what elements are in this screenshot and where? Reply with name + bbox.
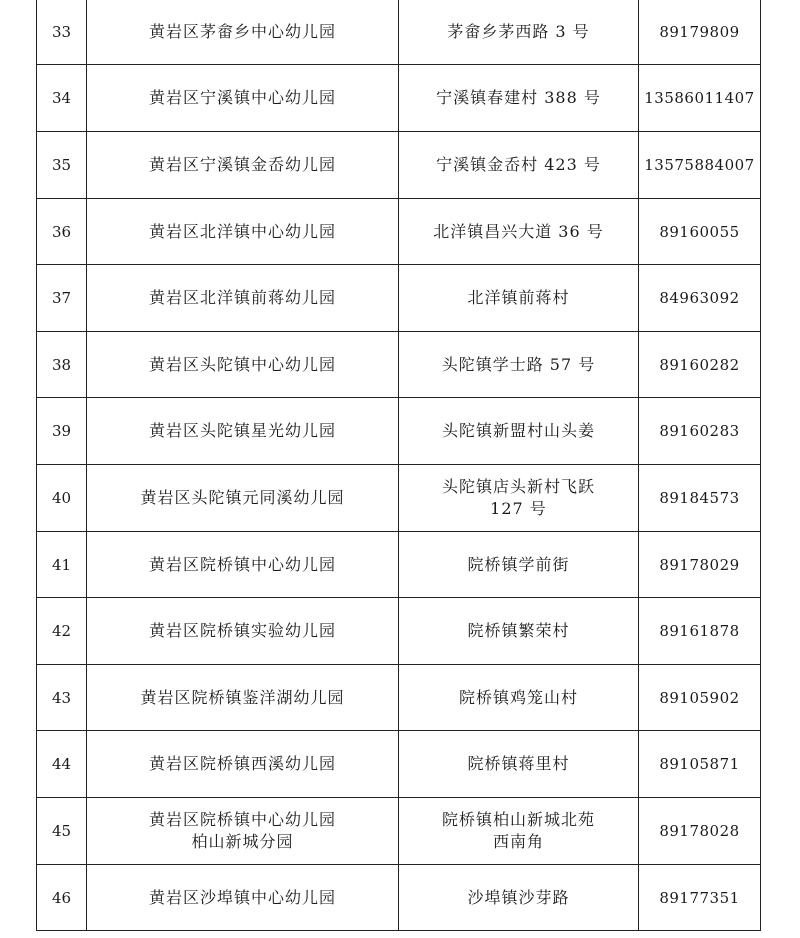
row-number-cell: 44: [37, 731, 87, 798]
kindergarten-name-line: 黄岩区头陀镇元同溪幼儿园: [140, 488, 345, 507]
table-row: [37, 865, 761, 931]
kindergarten-name-line: 黄岩区北洋镇中心幼儿园: [148, 221, 336, 241]
address-cell: [399, 65, 639, 132]
kindergarten-name-cell: [87, 798, 399, 865]
kindergarten-name-line: 黄岩区院桥镇实验幼儿园: [148, 621, 336, 640]
table-body: [37, 0, 761, 931]
table-row: [37, 798, 761, 865]
kindergarten-name-line: 黄岩区院桥镇西溪幼儿园: [148, 754, 336, 773]
table-row: [37, 132, 761, 199]
address-line: 院桥镇繁荣村: [467, 621, 570, 640]
phone-cell: 89179809: [639, 0, 761, 65]
address-line: 宁溪镇金岙村 423 号: [436, 155, 601, 174]
address-line: 茅畲乡茅西路 3 号: [447, 21, 590, 41]
row-number-cell: 37: [37, 265, 87, 332]
kindergarten-name-cell: [87, 199, 399, 265]
table-row: [37, 0, 761, 65]
kindergarten-name-cell: [87, 865, 399, 931]
address-cell: [399, 0, 639, 65]
table-row: [37, 65, 761, 132]
address-line: 头陀镇店头新村飞跃: [441, 477, 595, 496]
kindergarten-table: [36, 0, 761, 931]
kindergarten-name-cell: [87, 532, 399, 598]
kindergarten-name-cell: [87, 65, 399, 132]
row-number-cell: 42: [37, 598, 87, 665]
phone-cell: 89184573: [639, 465, 761, 532]
address-line: 127 号: [490, 499, 547, 518]
row-number-cell: 33: [37, 0, 87, 65]
kindergarten-name-line: 柏山新城分园: [191, 832, 294, 851]
phone-cell: 13575884007: [639, 132, 761, 199]
kindergarten-name-line: 黄岩区沙埠镇中心幼儿园: [148, 887, 336, 907]
address-line: 北洋镇前蒋村: [467, 288, 570, 307]
phone-cell: 89161878: [639, 598, 761, 665]
address-line: 沙埠镇沙芽路: [467, 887, 570, 907]
row-number-cell: 41: [37, 532, 87, 598]
address-cell: [399, 798, 639, 865]
kindergarten-name-line: 黄岩区头陀镇星光幼儿园: [148, 421, 336, 440]
row-number-cell: 38: [37, 332, 87, 398]
address-cell: [399, 199, 639, 265]
kindergarten-name-cell: [87, 665, 399, 731]
table-row: [37, 532, 761, 598]
address-line: 院桥镇柏山新城北苑: [441, 810, 595, 829]
phone-cell: 89105871: [639, 731, 761, 798]
row-number-cell: 39: [37, 398, 87, 465]
phone-cell: 89177351: [639, 865, 761, 931]
address-line: 头陀镇学士路 57 号: [441, 354, 596, 374]
table-row: [37, 465, 761, 532]
table-row: [37, 199, 761, 265]
phone-cell: 89178028: [639, 798, 761, 865]
table-row: [37, 665, 761, 731]
address-cell: [399, 332, 639, 398]
address-cell: [399, 132, 639, 199]
row-number-cell: 45: [37, 798, 87, 865]
phone-cell: 89160282: [639, 332, 761, 398]
address-line: 院桥镇鸡笼山村: [458, 687, 578, 707]
address-cell: [399, 665, 639, 731]
address-line: 宁溪镇春建村 388 号: [436, 88, 601, 107]
kindergarten-name-line: 黄岩区宁溪镇金岙幼儿园: [148, 155, 336, 174]
address-cell: [399, 465, 639, 532]
kindergarten-name-line: 黄岩区头陀镇中心幼儿园: [148, 354, 336, 374]
phone-cell: 89160283: [639, 398, 761, 465]
address-cell: [399, 731, 639, 798]
table-row: [37, 332, 761, 398]
kindergarten-table-container: [36, 0, 761, 931]
kindergarten-name-cell: [87, 465, 399, 532]
kindergarten-name-line: 黄岩区院桥镇中心幼儿园: [148, 810, 336, 829]
phone-cell: 84963092: [639, 265, 761, 332]
phone-cell: 89105902: [639, 665, 761, 731]
row-number-cell: 40: [37, 465, 87, 532]
row-number-cell: 35: [37, 132, 87, 199]
kindergarten-name-line: 黄岩区院桥镇鉴洋湖幼儿园: [140, 687, 345, 707]
address-line: 头陀镇新盟村山头姜: [441, 421, 595, 440]
kindergarten-name-line: 黄岩区茅畲乡中心幼儿园: [148, 21, 336, 41]
kindergarten-name-cell: [87, 731, 399, 798]
phone-cell: 13586011407: [639, 65, 761, 132]
address-line: 西南角: [492, 832, 544, 851]
kindergarten-name-line: 黄岩区宁溪镇中心幼儿园: [148, 88, 336, 107]
address-cell: [399, 598, 639, 665]
phone-cell: 89160055: [639, 199, 761, 265]
table-row: [37, 398, 761, 465]
address-line: 院桥镇学前街: [467, 554, 570, 574]
kindergarten-name-line: 黄岩区北洋镇前蒋幼儿园: [148, 288, 336, 307]
kindergarten-name-cell: [87, 0, 399, 65]
table-row: [37, 598, 761, 665]
kindergarten-name-cell: [87, 332, 399, 398]
kindergarten-name-cell: [87, 265, 399, 332]
kindergarten-name-cell: [87, 132, 399, 199]
address-line: 北洋镇昌兴大道 36 号: [433, 221, 604, 241]
row-number-cell: 34: [37, 65, 87, 132]
address-line: 院桥镇蒋里村: [467, 754, 570, 773]
address-cell: [399, 398, 639, 465]
row-number-cell: 43: [37, 665, 87, 731]
phone-cell: 89178029: [639, 532, 761, 598]
kindergarten-name-cell: [87, 598, 399, 665]
address-cell: [399, 265, 639, 332]
kindergarten-name-cell: [87, 398, 399, 465]
table-row: [37, 265, 761, 332]
row-number-cell: 36: [37, 199, 87, 265]
address-cell: [399, 865, 639, 931]
row-number-cell: 46: [37, 865, 87, 931]
kindergarten-name-line: 黄岩区院桥镇中心幼儿园: [148, 554, 336, 574]
address-cell: [399, 532, 639, 598]
table-row: [37, 731, 761, 798]
